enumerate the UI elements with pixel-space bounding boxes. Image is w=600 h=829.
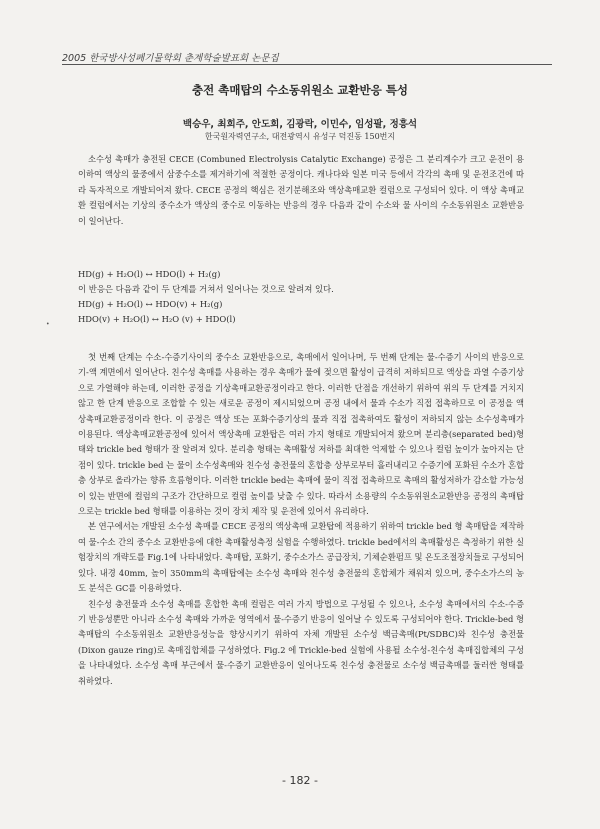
header-rule xyxy=(62,64,552,65)
body-paragraph-1: 첫 번째 단계는 수소-수증기사이의 중수소 교환반응으로, 촉매에서 일어나며, 두 번째 단계는 물-수증기 사이의 반응으로 기-액 계면에서 일어난다. 친수성 촉매를 사용하는 경우 촉매가 물에 젖으면 활성이 급격히 저하되므로 액상을 과열 수증기상으로 가열해야 하는데, 이러한 공정을 기상촉매교환공정이라고 한다. 이러한 단점을 개선하기 위하여 위의 두 단계를 거치지 않고 한 단계 반응으로 조합할 수 있는 새로운 공정이 제시되었으며 공정 내에서 물과 수소가 직접 접촉하므로 이 공정을 액상촉매교환공정이라 한다. 이 공정은 액상 또는 포화수증기상의 물과 직접 접촉하여도 활성이 저하되지 않는 소수성촉매가 이용된다. 액상촉매교환공정에 있어서 액상촉매 교환탑은 여러 가지 형태로 개발되어져 왔으며 분리층(separated bed)형태와 trickle bed 형태가 잘 알려져 있다. 분리층 형태는 촉매활성 저하를 최대한 억제할 수 있으나 컬럼 높이가 높아지는 단점이 있다. trickle bed 는 물이 소수성촉매와 친수성 충전물의 혼합층 상부로부터 흘러내리고 수증기에 포화된 수소가 혼합층 상부로 올라가는 향류 흐름형이다. 이러한 trickle bed는 촉매에 물이 직접 접촉하므로 촉매의 활성저하가 감소할 가능성이 있는 반면에 컬럼의 구조가 간단하므로 컬럼 높이를 낮출 수 있다. 따라서 소용량의 수소동위원소교환반응 공정의 촉매탑으로는 trickle bed 형태를 이용하는 것이 장치 제작 및 운전에 있어서 유리하다. xyxy=(78,352,524,517)
equation-1: HD(g) + H₂O(l) ↔ HDO(l) + H₂(g) xyxy=(78,269,221,279)
equation-note: 이 반응은 다음과 같이 두 단계를 거쳐서 일어나는 것으로 알려져 있다. xyxy=(78,284,334,294)
main-section xyxy=(78,350,524,689)
running-header: 2005 한국방사성폐기물학회 춘계학술발표회 논문집 xyxy=(62,53,279,64)
affiliation: 한국원자력연구소, 대전광역시 유성구 덕진동 150번지 xyxy=(204,132,396,141)
page-number: - 182 - xyxy=(282,774,318,787)
body-paragraph-3: 친수성 충전물과 소수성 촉매를 혼합한 촉매 컬럼은 여러 가지 방법으로 구성될 수 있으나, 소수성 촉매에서의 수소-수증기 반응성뿐만 아니라 소수성 촉매와 가까운 영역에서 물-수증기 반응이 일어날 수 있도록 구성되어야 한다. Trickle-bed 형 촉매탑의 수소동위원소 교환반응성능을 향상시키기 위하여 자체 개발된 소수성 백금촉매(Pt/SDBC)와 친수성 충전물(Dixon gauze ring)로 촉매집합체를 구성하였다. Fig.2 에 Trickle-bed 실험에 사용될 소수성-친수성 촉매집합체의 구성을 나타내었다. 소수성 촉매 부근에서 물-수증기 교환반응이 일어나도록 친수성 충전물로 소수성 백금촉매를 둘러싼 형태를 취하였다. xyxy=(78,598,524,686)
equation-block xyxy=(78,267,524,327)
body-paragraph-2: 본 연구에서는 개발된 소수성 촉매를 CECE 공정의 액상촉매 교환탑에 적용하기 위하여 trickle bed 형 촉매탑을 제작하여 물-수소 간의 중수소 교환반응에 대한 촉매활성측정 실험을 수행하였다. trickle bed에서의 촉매활성은 측정하기 위한 실험장치의 개략도를 Fig.1에 나타내었다. 촉매탑, 포화기, 중수소가스 공급장치, 기체순환펌프 및 온도조절장치들로 구성되어 있다. 내경 40mm, 높이 350mm의 촉매탑에는 소수성 촉매와 친수성 충전물의 혼합체가 채워져 있으며, 중수소가스의 농도 분석은 GC를 이용하였다. xyxy=(78,521,524,594)
intro-section xyxy=(78,152,524,229)
author-list: 백승우, 최희주, 안도희, 김광락, 이민수, 임성팔, 정흥석 xyxy=(182,119,418,130)
paper-title: 충전 촉매탑의 수소동위원소 교환반응 특성 xyxy=(192,83,408,97)
margin-mark: • xyxy=(46,321,50,328)
equation-3: HDO(v) + H₂O(l) ↔ H₂O (v) + HDO(l) xyxy=(78,314,236,324)
equation-2: HD(g) + H₂O(l) ↔ HDO(v) + H₂(g) xyxy=(78,299,223,309)
intro-paragraph: 소수성 촉매가 충전된 CECE (Combuned Electrolysis Catalytic Exchange) 공정은 그 분리계수가 크고 운전이 용이하여 액상의 물중에서 삼중수소를 제거하기에 적절한 공정이다. 캐나다와 일본 미국 등에서 각각의 촉매 및 운전조건에 따라 독자적으로 개발되어져 왔다. CECE 공정의 핵심은 전기분해조와 액상촉매교환 컬럼으로 구성되어 있다. 이 액상 촉매교환 컬럼에서는 기상의 중수소가 액상의 중수로 이동하는 반응의 경우 다음과 같이 수소와 물 사이의 수소동위원소 교환반응이 일어난다. xyxy=(78,154,524,226)
